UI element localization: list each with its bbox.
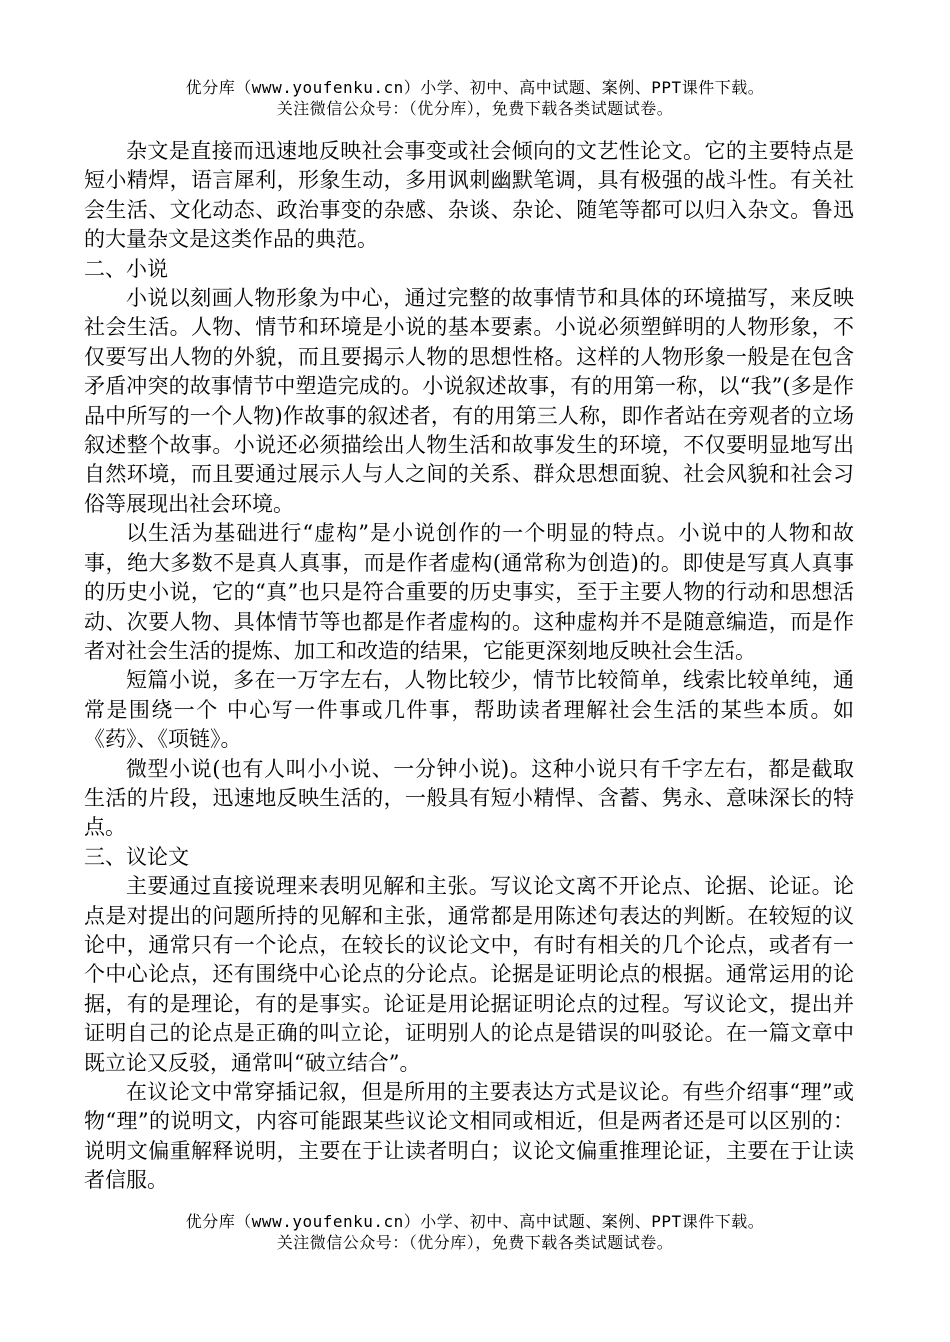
footer-line-1: 优分库（www.youfenku.cn）小学、初中、高中试题、案例、PPT课件下载。	[185, 1212, 765, 1231]
section-heading-yilunwen: 三、议论文	[84, 844, 189, 869]
paragraph-xiaoshuo-3: 短篇小说，多在一万字左右，人物比较少，情节比较简单，线索比较单纯，通常是围绕一个 中心写一件事或几件事，帮助读者理解社会生活的某些本质。如《药》、《项链》。	[84, 668, 854, 752]
paragraph-xiaoshuo-4: 微型小说(也有人叫小小说、一分钟小说)。这种小说只有千字左右，都是截取生活的片段，迅速地反映生活的，一般具有短小精悍、含蓄、隽永、意味深长的特点。	[84, 756, 854, 840]
paragraph-yilunwen-2: 在议论文中常穿插记叙，但是所用的主要表达方式是议论。有些介绍事“理”或物“理”的说明文，内容可能跟某些议论文相同或相近，但是两者还是可以区别的：说明文偏重解释说明，主要在于让读者明白；议论文偏重推理论证，主要在于让读者信服。	[84, 1080, 854, 1193]
page-footer	[0, 1211, 950, 1253]
page-header	[0, 77, 950, 119]
document-body	[84, 137, 854, 1196]
paragraph-xiaoshuo-2: 以生活为基础进行“虚构”是小说创作的一个明显的特点。小说中的人物和故事，绝大多数不是真人真事，而是作者虚构(通常称为创造)的。即使是写真人真事的历史小说，它的“真”也只是符合重要的历史事实，至于主要人物的行动和思想活动、次要人物、具体情节等也都是作者虚构的。这种虚构并不是随意编造，而是作者对社会生活的提炼、加工和改造的结果，它能更深刻地反映社会生活。	[84, 521, 854, 663]
footer-line-2: 关注微信公众号：（优分库），免费下载各类试题试卷。	[276, 1233, 674, 1252]
paragraph-zawen: 杂文是直接而迅速地反映社会事变或社会倾向的文艺性论文。它的主要特点是短小精焊，语言犀利，形象生动，多用讽刺幽默笔调，具有极强的战斗性。有关社会生活、文化动态、政治事变的杂感、杂谈、杂论、随笔等都可以归入杂文。鲁迅的大量杂文是这类作品的典范。	[84, 139, 854, 252]
header-line-1: 优分库（www.youfenku.cn）小学、初中、高中试题、案例、PPT课件下载。	[185, 78, 765, 97]
section-heading-xiaoshuo: 二、小说	[84, 256, 168, 281]
header-line-2: 关注微信公众号：（优分库），免费下载各类试题试卷。	[276, 99, 674, 118]
paragraph-yilunwen-1: 主要通过直接说理来表明见解和主张。写议论文离不开论点、论据、论证。论点是对提出的问题所持的见解和主张，通常都是用陈述句表达的判断。在较短的议论中，通常只有一个论点，在较长的议论文中，有时有相关的几个论点，或者有一个中心论点，还有围绕中心论点的分论点。论据是证明论点的根据。通常运用的论据，有的是理论，有的是事实。论证是用论据证明论点的过程。写议论文，提出并证明自己的论点是正确的叫立论，证明别人的论点是错误的叫驳论。在一篇文章中既立论又反驳，通常叫“破立结合”。	[84, 874, 854, 1075]
paragraph-xiaoshuo-1: 小说以刻画人物形象为中心，通过完整的故事情节和具体的环境描写，来反映社会生活。人物、情节和环境是小说的基本要素。小说必须塑鲜明的人物形象，不仅要写出人物的外貌，而且要揭示人物的思想性格。这样的人物形象一般是在包含矛盾冲突的故事情节中塑造完成的。小说叙述故事，有的用第一称，以“我”(多是作品中所写的一个人物)作故事的叙述者，有的用第三人称，即作者站在旁观者的立场叙述整个故事。小说还必须描绘出人物生活和故事发生的环境，不仅要明显地写出自然环境，而且要通过展示人与人之间的关系、群众思想面貌、社会风貌和社会习俗等展现出社会环境。	[84, 286, 854, 516]
